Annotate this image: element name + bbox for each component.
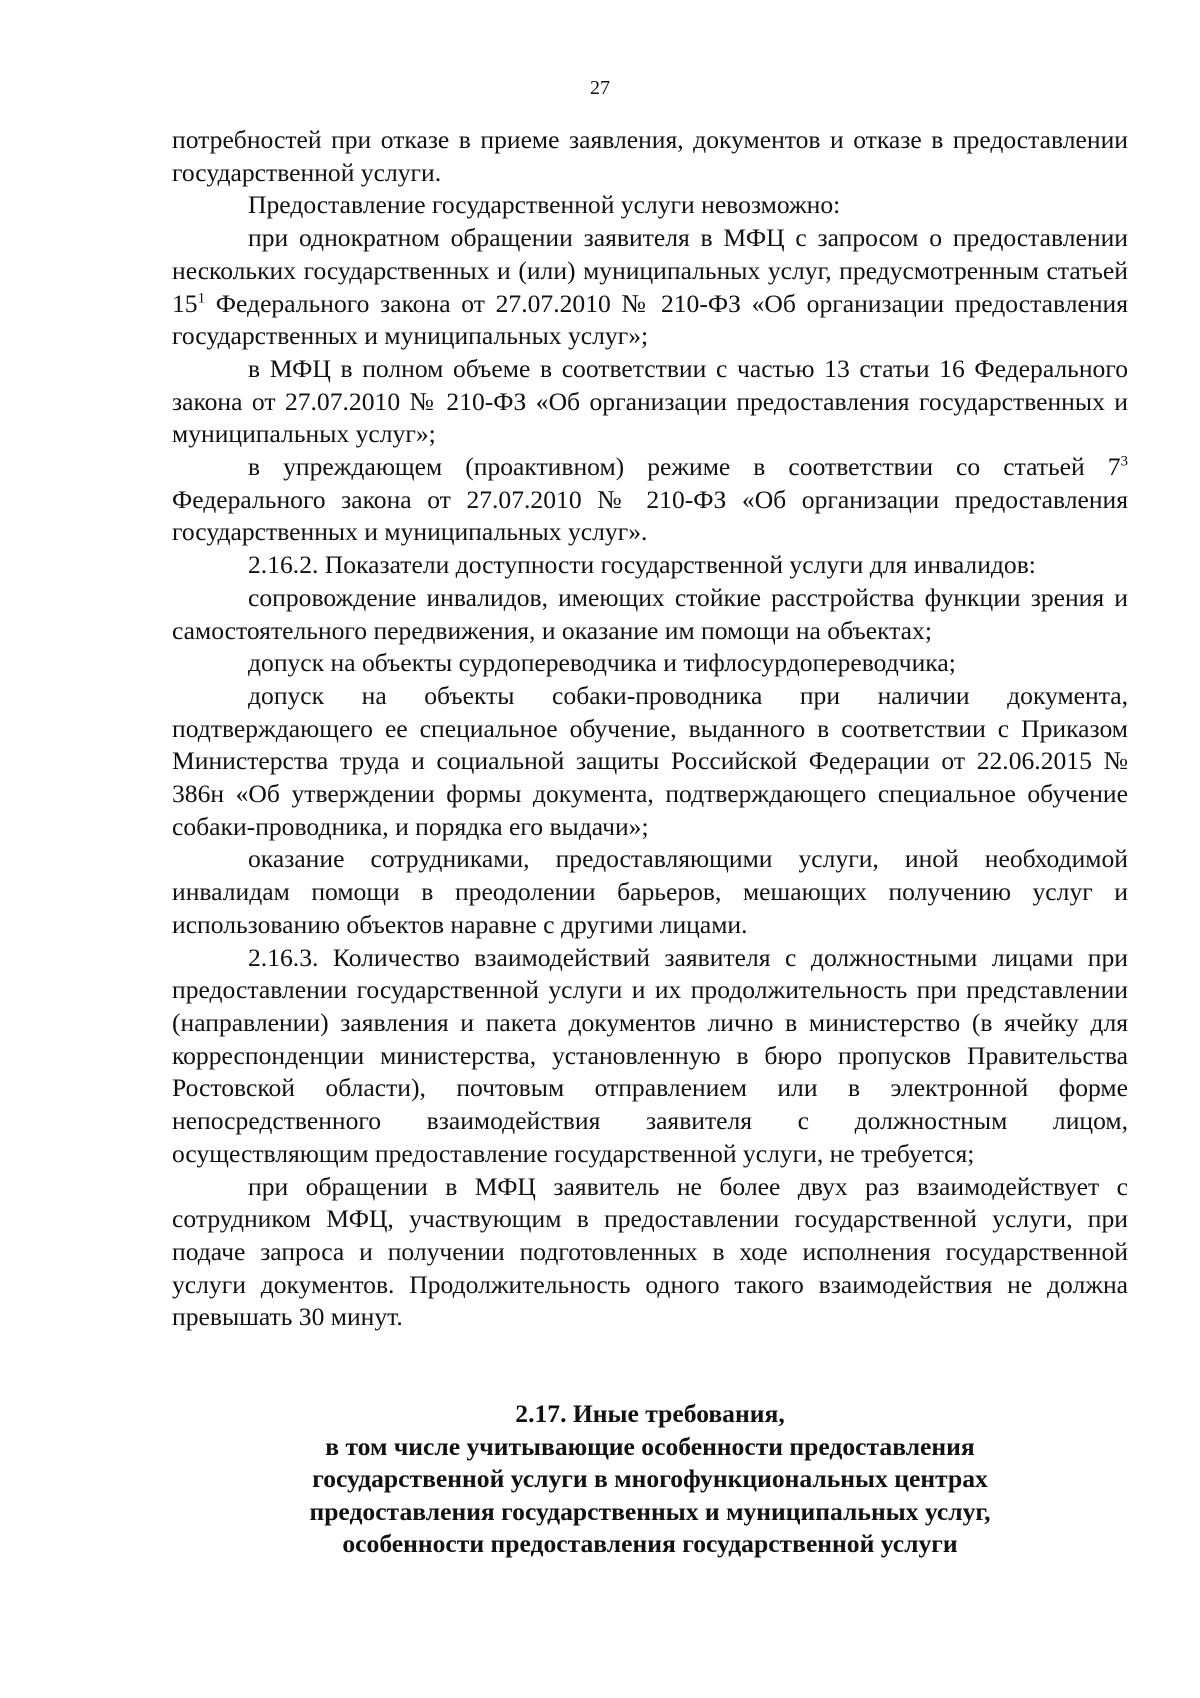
paragraph-8: допуск на объекты сурдопереводчика и тифлосурдопереводчика; (248, 648, 956, 678)
heading-line: государственной услуги в многофункциональных центрах (312, 1464, 988, 1494)
document-body (172, 124, 1128, 1334)
heading-line: 2.17. Иные требования, (515, 1399, 785, 1428)
paragraph-2: Предоставление государственной услуги невозможно: (248, 190, 841, 220)
paragraph-12: при обращении в МФЦ заявитель не более двух раз взаимодействует с сотрудником МФЦ, участвующим в предоставлении государственной услуги, при подаче запроса и получении подготовленных в ходе исполнения государственной услуги документов. Продолжительность одного такого взаимодействия не должна превышать 30 минут. (172, 1171, 1128, 1332)
section-heading (172, 1398, 1128, 1561)
paragraph-6: 2.16.2. Показатели доступности государственной услуги для инвалидов: (248, 550, 1036, 580)
superscript: 3 (1120, 453, 1128, 470)
paragraph-11: 2.16.3. Количество взаимодействий заявителя с должностными лицами при предоставлении государственной услуги и их продолжительность при представлении (направлении) заявления и пакета документов лично в министерство (в ячейку для корреспонденции министерства, установленную в бюро пропусков Правительства Ростовской области), почтовым отправлением или в электронной форме непосредственного взаимодействия заявителя с должностным лицом, осуществляющим предоставление государственной услуги, не требуется; (172, 942, 1128, 1168)
superscript: 1 (197, 289, 206, 306)
paragraph-1: потребностей при отказе в приеме заявления, документов и отказе в предоставлении государственной услуги. (172, 125, 1128, 187)
page-number: 27 (590, 77, 610, 99)
paragraph-3: при однократном обращении заявителя в МФЦ с запросом о предоставлении нескольких государственных и (или) муниципальных услуг, предусмотренным статьей $15^1$ Федерального закона от 27.07.2010 № 210-ФЗ «Об организации предоставления государственных и муниципальных услуг»; (172, 223, 1128, 351)
paragraph-4: в МФЦ в полном объеме в соответствии с частью 13 статьи 16 Федерального закона от 27.07.2010 № 210-ФЗ «Об организации предоставления государственных и муниципальных услуг»; (172, 353, 1128, 449)
heading-line: предоставления государственных и муниципальных услуг, (309, 1496, 991, 1526)
paragraph-10: оказание сотрудниками, предоставляющими услуги, иной необходимой инвалидам помощи в преодолении барьеров, мешающих получению услуг и использованию объектов наравне с другими лицами. (172, 844, 1128, 939)
heading-line: в том числе учитывающие особенности предоставления (325, 1431, 975, 1461)
heading-line: особенности предоставления государственной услуги (342, 1529, 958, 1559)
paragraph-5: в упреждающем (проактивном) режиме в соответствии со статьей $7^3$ Федерального закона от 27.07.2010 № 210-ФЗ «Об организации предоставления государственных и муниципальных услуг». (172, 452, 1128, 547)
paragraph-7: сопровождение инвалидов, имеющих стойкие расстройства функции зрения и самостоятельного передвижения, и оказание им помощи на объектах; (172, 582, 1128, 645)
paragraph-9: допуск на объекты собаки-проводника при наличии документа, подтверждающего ее специальное обучение, выданного в соответствии с Приказом Министерства труда и социальной защиты Российской Федерации от 22.06.2015 № 386н «Об утверждении формы документа, подтверждающего специальное обучение собаки-проводника, и порядка его выдачи»; (172, 680, 1128, 841)
